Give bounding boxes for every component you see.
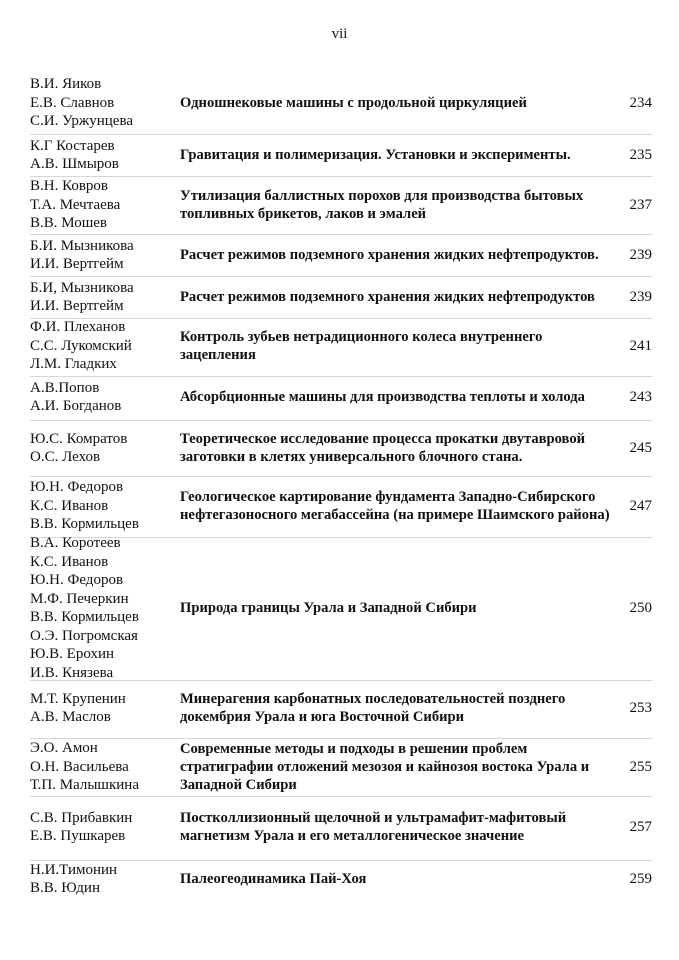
entry-title: Гравитация и полимеризация. Установки и эксперименты. xyxy=(180,146,571,163)
author-name: В.В. Кормильцев xyxy=(30,609,139,625)
entry-title: Палеогеодинамика Пай-Хоя xyxy=(180,870,367,887)
toc-entry xyxy=(30,318,652,373)
toc-entry xyxy=(30,376,652,417)
entry-authors xyxy=(30,177,180,233)
entry-title: Природа границы Урала и Западной Сибири xyxy=(180,599,477,616)
entry-authors xyxy=(30,478,180,534)
entry-authors xyxy=(30,739,180,795)
author-name: Е.В. Славнов xyxy=(30,94,115,111)
author-name: А.В. Маслов xyxy=(30,709,111,725)
toc-entry xyxy=(30,134,652,175)
author-name: А.В.Попов xyxy=(30,379,100,396)
author-name: К.С. Иванов xyxy=(30,553,109,570)
entry-title: Современные методы и подходы в решении проблем стратиграфии отложений мезозоя и кайнозоя востока Урала и Западной Сибири xyxy=(180,740,590,794)
author-name: И.В. Князева xyxy=(30,664,114,681)
author-name: Ю.В. Ерохин xyxy=(30,646,115,662)
entry-authors xyxy=(30,318,180,374)
author-name: Э.О. Амон xyxy=(30,740,98,757)
entry-title: Расчет режимов подземного хранения жидких нефтепродуктов. xyxy=(180,246,599,263)
author-name: В.Н. Ковров xyxy=(30,178,109,195)
author-name: И.И. Вертгейм xyxy=(30,298,124,314)
author-name: С.С. Лукомский xyxy=(30,337,132,354)
page-number: vii xyxy=(331,26,348,42)
entry-title: Контроль зубьев нетрадиционного колеса внутреннего зацепления xyxy=(180,328,543,363)
entry-page-number: 257 xyxy=(629,818,652,835)
author-name: М.Ф. Печеркин xyxy=(30,590,129,607)
toc-entry xyxy=(30,476,652,535)
toc-entry xyxy=(30,234,652,275)
author-name: Е.В. Пушкарев xyxy=(30,828,126,844)
author-name: О.Н. Васильева xyxy=(30,758,129,775)
author-name: В.В. Кормильцев xyxy=(30,516,139,533)
entry-title: Утилизация баллистных порохов для производства бытовых топливных брикетов, лаков и эмалей xyxy=(180,187,584,222)
author-name: Н.И.Тимонин xyxy=(30,861,118,878)
author-name: В.И. Яиков xyxy=(30,76,102,93)
author-name: Ю.Н. Федоров xyxy=(30,479,124,496)
entry-page-number: 241 xyxy=(629,337,652,354)
author-name: В.А. Коротеев xyxy=(30,535,121,551)
entry-page-number: 247 xyxy=(629,497,652,514)
entry-title: Абсорбционные машины для производства теплоты и холода xyxy=(180,388,585,405)
toc-entry xyxy=(30,176,652,233)
author-name: В.В. Мошев xyxy=(30,215,108,232)
toc-entry xyxy=(30,796,652,857)
entry-title: Одношнековые машины с продольной циркуляцией xyxy=(180,94,527,111)
entry-authors xyxy=(30,237,180,274)
entry-page-number: 253 xyxy=(629,699,652,716)
entry-authors xyxy=(30,861,180,898)
author-name: Ф.И. Плеханов xyxy=(30,319,126,336)
entry-title: Минерагения карбонатных последовательностей позднего докембрия Урала и юга Восточной Сибири xyxy=(180,690,566,725)
entry-page-number: 250 xyxy=(629,599,652,616)
toc-entry xyxy=(30,680,652,735)
entry-authors xyxy=(30,379,180,416)
author-name: Ю.С. Комратов xyxy=(30,430,128,447)
entry-authors xyxy=(30,75,180,131)
entry-title: Геологическое картирование фундамента Западно-Сибирского нефтегазоносного мегабассейна (на примере Шаимского района) xyxy=(180,488,610,523)
entry-authors xyxy=(30,534,180,682)
author-name: Т.А. Мечтаева xyxy=(30,196,121,213)
entry-title: Теоретическое исследование процесса прокатки двутавровой заготовки в клетях универсального блочного стана. xyxy=(180,430,586,465)
author-name: А.В. Шмыров xyxy=(30,156,119,172)
author-name: О.С. Лехов xyxy=(30,449,101,465)
author-name: И.И. Вертгейм xyxy=(30,256,124,272)
entry-authors xyxy=(30,137,180,174)
entry-authors xyxy=(30,279,180,316)
entry-page-number: 245 xyxy=(629,439,652,456)
author-name: К.Г Костарев xyxy=(30,137,115,154)
entry-title: Расчет режимов подземного хранения жидких нефтепродуктов xyxy=(180,288,595,305)
entry-page-number: 239 xyxy=(629,288,652,305)
toc-entry xyxy=(30,74,652,132)
author-name: Б.И, Мызникова xyxy=(30,279,134,296)
author-name: Л.М. Гладких xyxy=(30,356,117,373)
author-name: Б.И. Мызникова xyxy=(30,237,134,254)
entry-page-number: 235 xyxy=(629,146,652,163)
entry-authors xyxy=(30,809,180,846)
author-name: М.Т. Крупенин xyxy=(30,690,126,707)
toc-entry xyxy=(30,738,652,795)
toc-entry xyxy=(30,420,652,475)
author-name: С.В. Прибавкин xyxy=(30,809,133,826)
entry-page-number: 243 xyxy=(629,388,652,405)
entry-title: Постколлизионный щелочной и ультрамафит-мафитовый магнетизм Урала и его металлогеническое значение xyxy=(180,809,567,844)
author-name: Т.П. Малышкина xyxy=(30,777,139,794)
entry-authors xyxy=(30,430,180,467)
toc-entry xyxy=(30,535,652,681)
author-name: О.Э. Погромская xyxy=(30,627,138,644)
author-name: А.И. Богданов xyxy=(30,398,122,414)
entry-page-number: 237 xyxy=(629,196,652,213)
entry-authors xyxy=(30,690,180,727)
entry-page-number: 234 xyxy=(629,94,652,111)
entry-page-number: 259 xyxy=(629,870,652,887)
author-name: В.В. Юдин xyxy=(30,880,100,896)
entry-page-number: 239 xyxy=(629,246,652,263)
author-name: Ю.Н. Федоров xyxy=(30,572,124,588)
toc-entry xyxy=(30,276,652,317)
author-name: С.И. Уржунцева xyxy=(30,113,134,130)
toc-entry xyxy=(30,860,652,897)
author-name: К.С. Иванов xyxy=(30,497,109,514)
entry-page-number: 255 xyxy=(629,758,652,775)
